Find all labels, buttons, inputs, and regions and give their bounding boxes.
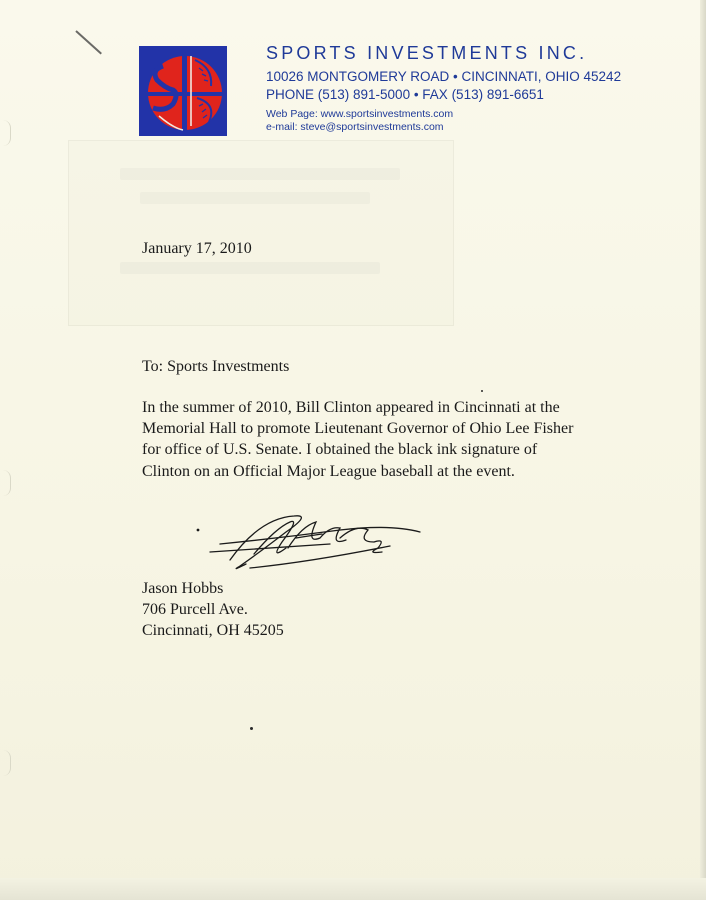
- show-through-line: [120, 262, 380, 274]
- body-line: In the summer of 2010, Bill Clinton appeared in Cincinnati at the: [142, 399, 560, 416]
- body-line: Clinton on an Official Major League baseball at the event.: [142, 462, 515, 480]
- body-line: Memorial Hall to promote Lieutenant Governor of Ohio Lee Fisher: [142, 420, 574, 438]
- signer-street: 706 Purcell Ave.: [142, 601, 248, 619]
- company-phone-fax: PHONE (513) 891-5000 • FAX (513) 891-6651: [266, 87, 544, 102]
- punch-hole-mark: [0, 470, 11, 496]
- punch-hole-mark: [0, 750, 11, 776]
- letter-salutation: To: Sports Investments: [142, 358, 290, 375]
- show-through-line: [140, 192, 370, 204]
- sports-investments-logo: [139, 46, 227, 136]
- signer-city: Cincinnati, OH 45205: [142, 622, 284, 640]
- company-address: 10026 MONTGOMERY ROAD • CINCINNATI, OHIO 45242: [266, 69, 622, 84]
- company-name: SPORTS INVESTMENTS INC.: [266, 43, 588, 63]
- body-line: for office of U.S. Senate. I obtained the black ink signature of: [142, 441, 538, 459]
- letter-date: January 17, 2010: [142, 240, 252, 257]
- letter-body: [142, 397, 622, 482]
- ink-speck: [250, 727, 253, 730]
- signer-name: Jason Hobbs: [142, 580, 224, 597]
- signer-block: [142, 578, 284, 642]
- punch-hole-mark: [0, 120, 11, 146]
- company-email: e-mail: steve@sportsinvestments.com: [266, 121, 444, 133]
- ink-speck: [481, 390, 483, 392]
- company-web: Web Page: www.sportsinvestments.com: [266, 108, 454, 120]
- page-edge-bottom: [0, 878, 706, 900]
- page-edge-right: [700, 0, 706, 900]
- show-through-line: [120, 168, 400, 180]
- handwritten-signature: [190, 508, 430, 578]
- staple-mark: [75, 30, 102, 54]
